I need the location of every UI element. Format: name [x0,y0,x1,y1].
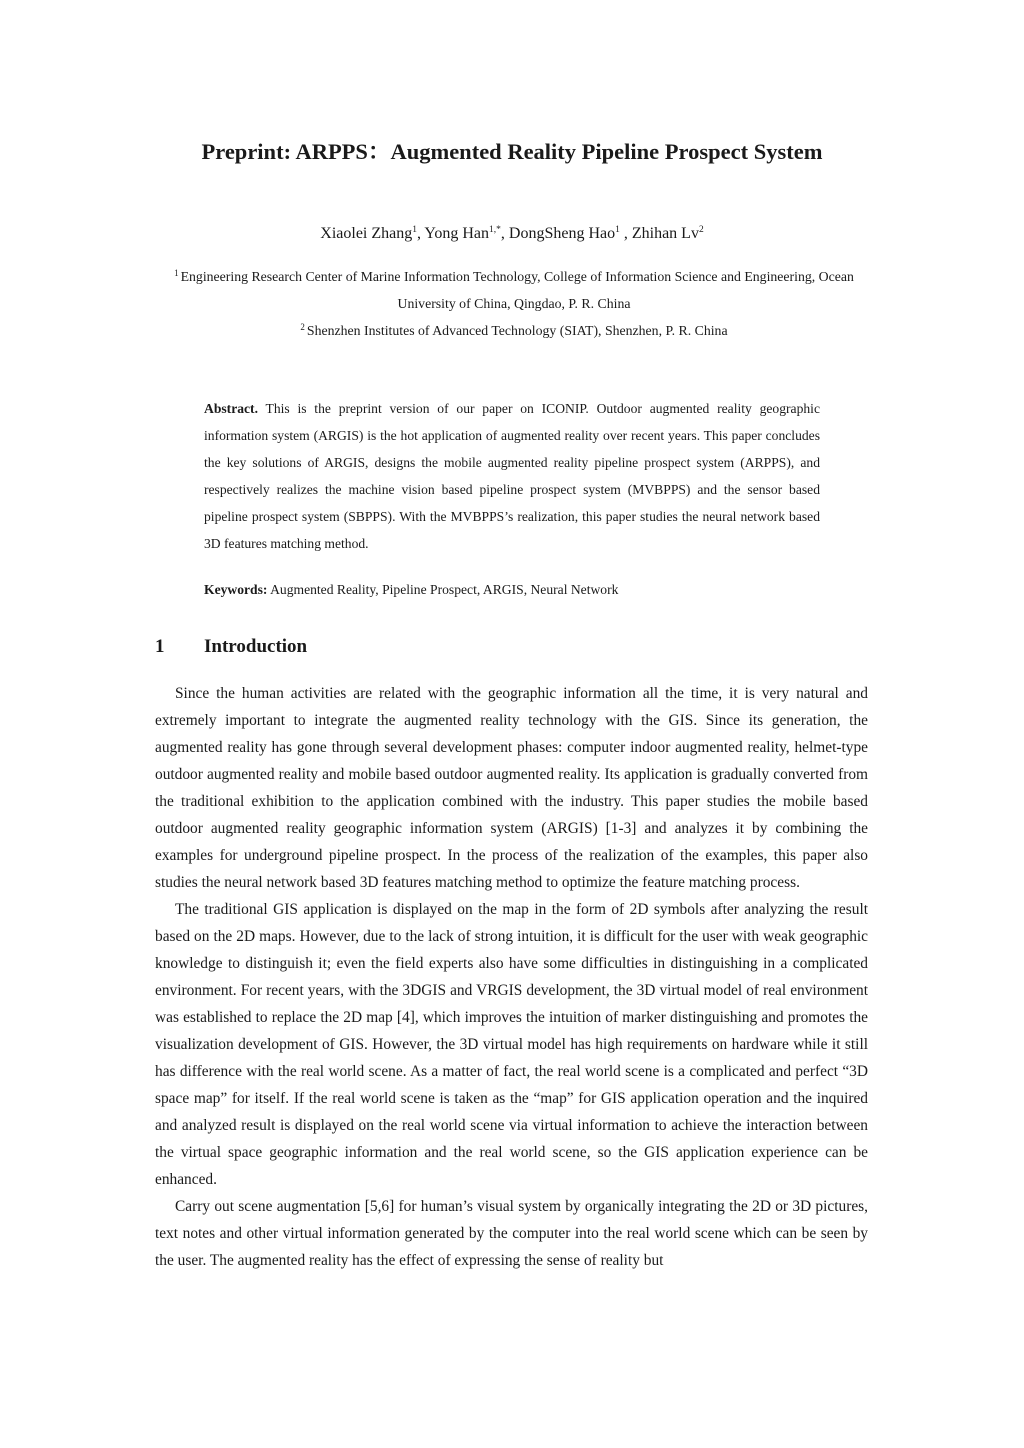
section-heading [155,633,307,661]
section-body [155,680,868,1274]
keywords-text: Augmented Reality, Pipeline Prospect, ARGIS, Neural Network [270,582,619,597]
affiliation-text: Engineering Research Center of Marine Information Technology, College of Information Science and Engineering, Ocean University of China, Qingdao, P. R. China [180,269,854,311]
author-name: Xiaolei Zhang [320,225,413,242]
section-title: Introduction [204,636,308,657]
author-name: DongSheng Hao [508,225,616,242]
author-separator: , [417,225,425,242]
author-separator: , [500,225,509,242]
affiliation-text: Shenzhen Institutes of Advanced Technology (SIAT), Shenzhen, P. R. China [306,323,728,338]
author-affiliation-marker: 1 [615,225,620,235]
affiliation [160,317,868,344]
author-separator: , [619,225,632,242]
keywords-label: Keywords: [204,582,268,597]
affiliation-marker: 2 [300,322,305,332]
author-affiliation-marker: 1,* [489,225,501,235]
abstract [204,395,820,557]
section-number: 1 [155,636,165,657]
abstract-text: This is the preprint version of our paper on ICONIP. Outdoor augmented reality geographic information system (ARGIS) is the hot application of augmented reality over recent years. This paper concludes the key solutions of ARGIS, designs the mobile augmented reality pipeline prospect system (ARPPS), and respectively realizes the machine vision based pipeline prospect system (MVBPPS) and the sensor based pipeline prospect system (SBPPS). With the MVBPPS’s realization, this paper studies the neural network based 3D features matching method. [204,401,820,551]
author-name: Yong Han [424,225,490,242]
paper-title: Preprint: ARPPS：Augmented Reality Pipeline Prospect System [201,139,823,164]
abstract-label: Abstract. [204,401,258,416]
body-paragraph: Carry out scene augmentation [5,6] for human’s visual system by organically integrating the 2D or 3D pictures, text notes and other virtual information generated by the computer into the real world scene which can be seen by the user. The augmented reality has the effect of expressing the sense of reality but [155,1198,868,1269]
affiliations [160,263,868,344]
keywords [204,576,820,603]
affiliation [160,263,868,317]
body-paragraph: The traditional GIS application is displayed on the map in the form of 2D symbols after analyzing the result based on the 2D maps. However, due to the lack of strong intuition, it is difficult for the user with weak geographic knowledge to distinguish it; even the field experts also have some difficulties in distinguishing in a complicated environment. For recent years, with the 3DGIS and VRGIS development, the 3D virtual model of real environment was established to replace the 2D map [4], which improves the intuition of marker distinguishing and promotes the visualization development of GIS. However, the 3D virtual model has high requirements on hardware while it still has difference with the real world scene. As a matter of fact, the real world scene is a complicated and perfect “3D space map” for itself. If the real world scene is taken as the “map” for GIS application operation and the inquired and analyzed result is displayed on the real world scene via virtual information to achieve the interaction between the virtual space geographic information and the real world scene, so the GIS application experience can be enhanced. [155,901,868,1188]
author-list [0,222,1024,246]
author-affiliation-marker: 1 [412,225,417,235]
author-name: Zhihan Lv [631,225,699,242]
author-affiliation-marker: 2 [698,225,704,235]
body-paragraph: Since the human activities are related with the geographic information all the time, it is very natural and extremely important to integrate the augmented reality technology with the GIS. Since its generation, the augmented reality has gone through several development phases: computer indoor augmented reality, helmet-type outdoor augmented reality and mobile based outdoor augmented reality. Its application is gradually converted from the traditional exhibition to the application combined with the industry. This paper studies the mobile based outdoor augmented reality geographic information system (ARGIS) [1-3] and analyzes it by combining the examples for underground pipeline prospect. In the process of the realization of the examples, this paper also studies the neural network based 3D features matching method to optimize the feature matching process. [155,685,868,891]
affiliation-marker: 1 [174,268,179,278]
